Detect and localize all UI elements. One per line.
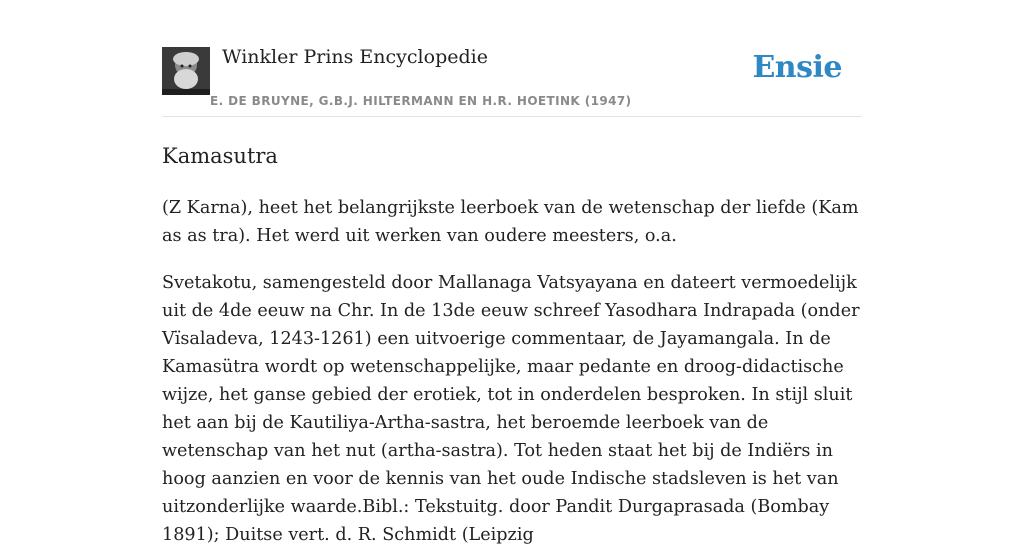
author-avatar[interactable]: [162, 47, 210, 95]
article-paragraph: (Z Karna), heet het belangrijkste leerboek van de wetenschap der liefde (Kam as as tra). Het werd uit werken van oudere meesters, o.a.: [162, 198, 859, 246]
page-content: [162, 0, 862, 549]
source-authors: E. DE BRUYNE, G.B.J. HILTERMANN EN H.R. HOETINK (1947): [210, 94, 632, 108]
source-title[interactable]: Winkler Prins Encyclopedie: [222, 46, 488, 68]
source-header: [162, 0, 862, 117]
article-paragraph: Svetakotu, samengesteld door Mallanaga Vatsyayana en dateert vermoedelijk uit de 4de eeuw na Chr. In de 13de eeuw schreef Yasodhara Indrapada (onder Vïsaladeva, 1243-1261) een uitvoerige commentaar, de Jayamangala. In de Kamasütra wordt op wetenschappelijke, maar pedante en droog-didactische wijze, het ganse gebied der erotiek, tot in onderdelen besproken. In stijl sluit het aan bij de Kautiliya-Artha-sastra, het beroemde leerboek van de wetenschap van het nut (artha-sastra). Tot heden staat het bij de Indiërs in hoog aanzien en voor de kennis van het oude Indische stadsleven is het van uitzonderlijke waarde.Bibl.: Tekstuitg. door Pandit Durgaprasada (Bombay 1891); Duitse vert. d. R. Schmidt (Leipzig: [162, 273, 860, 545]
article-title: Kamasutra: [162, 144, 278, 168]
ensie-logo[interactable]: Ensie: [752, 50, 842, 85]
